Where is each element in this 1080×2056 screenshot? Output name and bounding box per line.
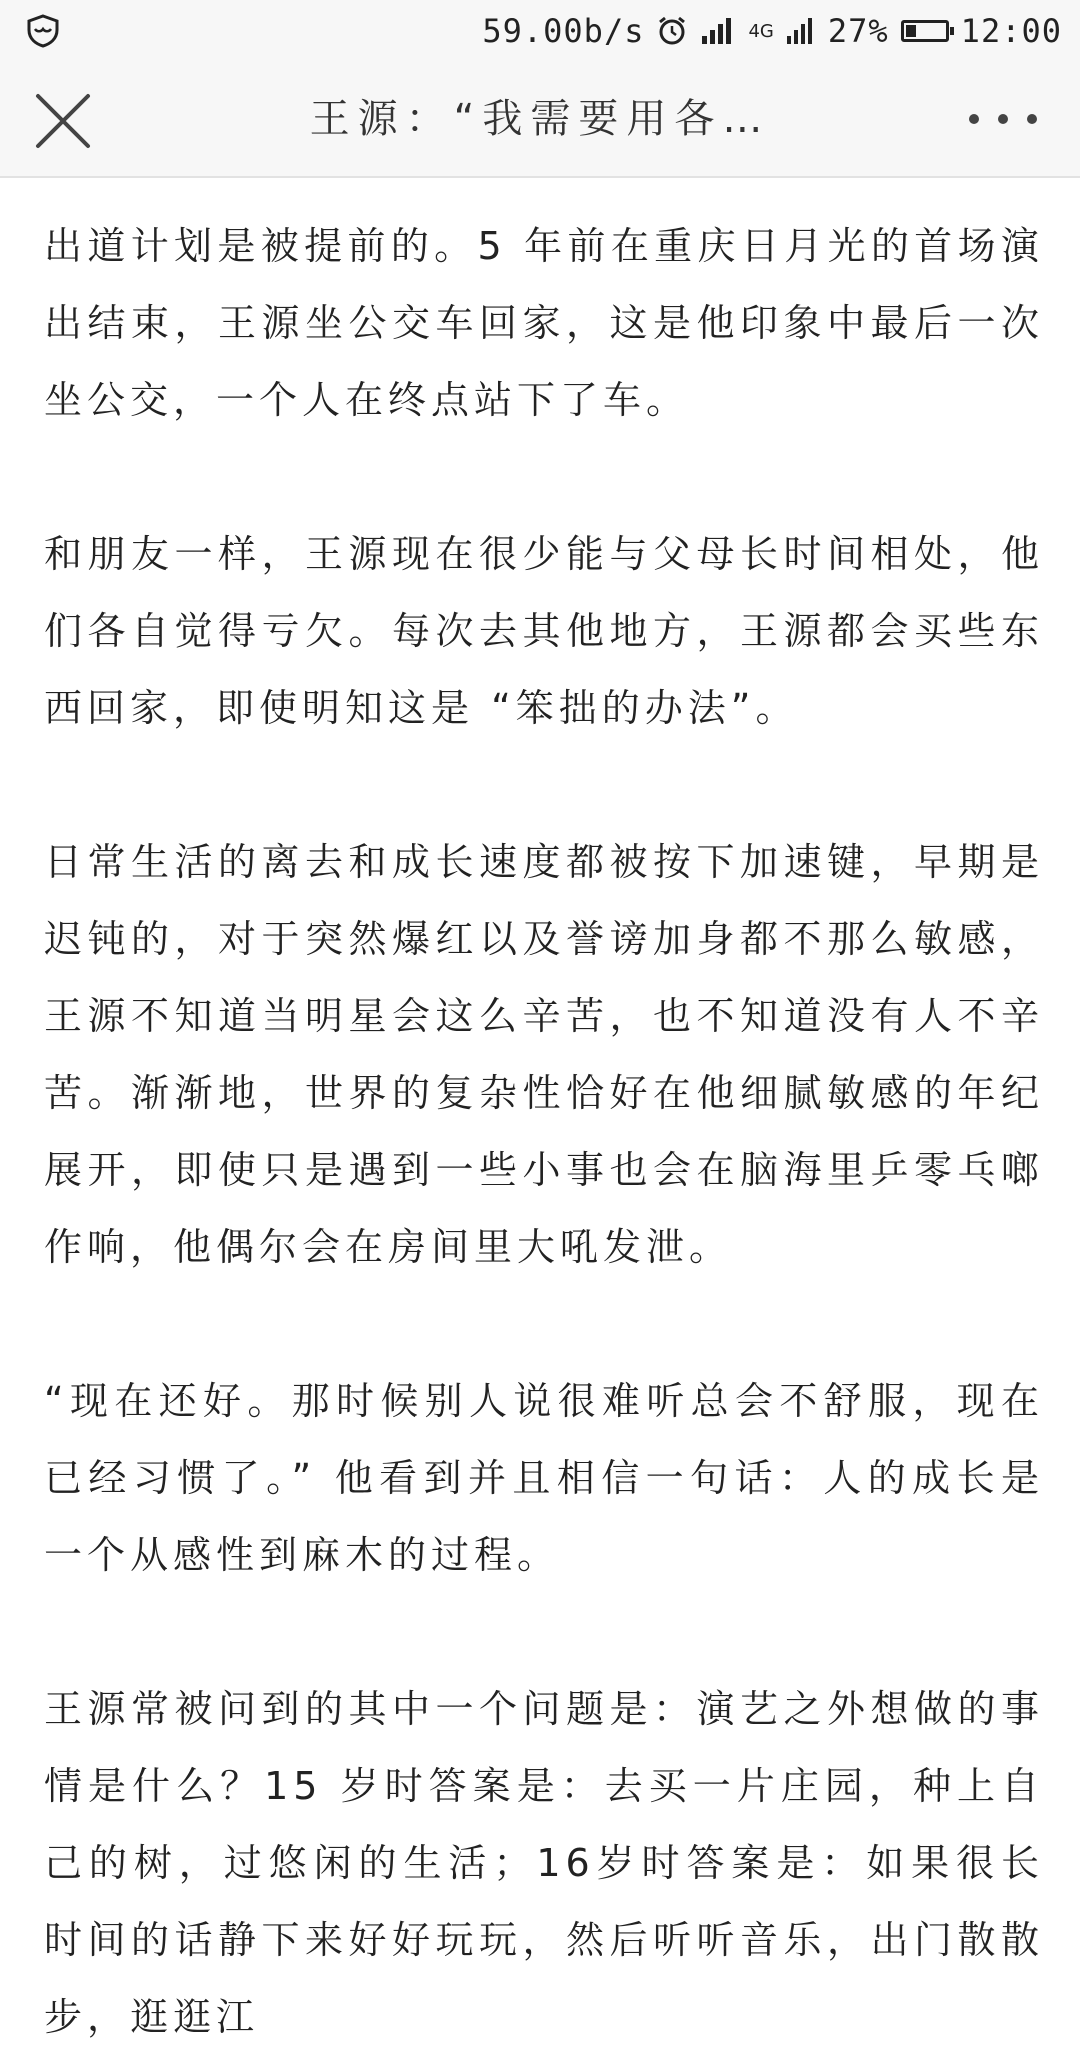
battery-icon: [901, 20, 949, 42]
battery-level: [906, 25, 916, 37]
article-paragraph: 王源常被问到的其中一个问题是：演艺之外想做的事情是什么？15 岁时答案是：去买一片庄园，种上自己的树，过悠闲的生活；16岁时答案是：如果很长时间的话静下来好好玩玩，然后听听音乐，出门散散步，逛逛江: [44, 1687, 1044, 2039]
article-paragraph: 和朋友一样，王源现在很少能与父母长时间相处，他们各自觉得亏欠。每次去其他地方，王源都会买些东西回家，即使明知这是 “笨拙的办法”。: [44, 532, 1044, 730]
page-title: 王源：“我需要用各…: [309, 96, 771, 142]
article-paragraph: “现在还好。那时候别人说很难听总会不舒服，现在已经习惯了。” 他看到并且相信一句话：人的成长是一个从感性到麻木的过程。: [44, 1379, 1044, 1577]
signal-4g-icon: [786, 16, 816, 46]
battery-percent: 27%: [827, 12, 889, 50]
signal-icon: [700, 16, 736, 46]
clock: 12:00: [960, 12, 1062, 50]
shield-icon: [26, 14, 60, 48]
article-paragraph: 日常生活的离去和成长速度都被按下加速键，早期是迟钝的，对于突然爆红以及誉谤加身都不那么敏感，王源不知道当明星会这么辛苦，也不知道没有人不辛苦。渐渐地，世界的复杂性恰好在他细腻敏感的年纪展开，即使只是遇到一些小事也会在脑海里乒零乓啷作响，他偶尔会在房间里大吼发泄。: [44, 840, 1044, 1269]
article-body: [44, 178, 1044, 2039]
nav-bar: [0, 62, 1080, 178]
article-paragraph: 出道计划是被提前的。5 年前在重庆日月光的首场演出结束，王源坐公交车回家，这是他印象中最后一次坐公交，一个人在终点站下了车。: [44, 224, 1044, 422]
status-bar: [0, 0, 1080, 62]
network-speed: 59.00b/s: [482, 12, 645, 50]
alarm-icon: [656, 15, 688, 47]
network-type: 4G: [748, 20, 774, 42]
close-icon[interactable]: [30, 88, 96, 154]
more-dots-icon[interactable]: [966, 102, 1040, 136]
status-indicators: [482, 0, 1062, 62]
